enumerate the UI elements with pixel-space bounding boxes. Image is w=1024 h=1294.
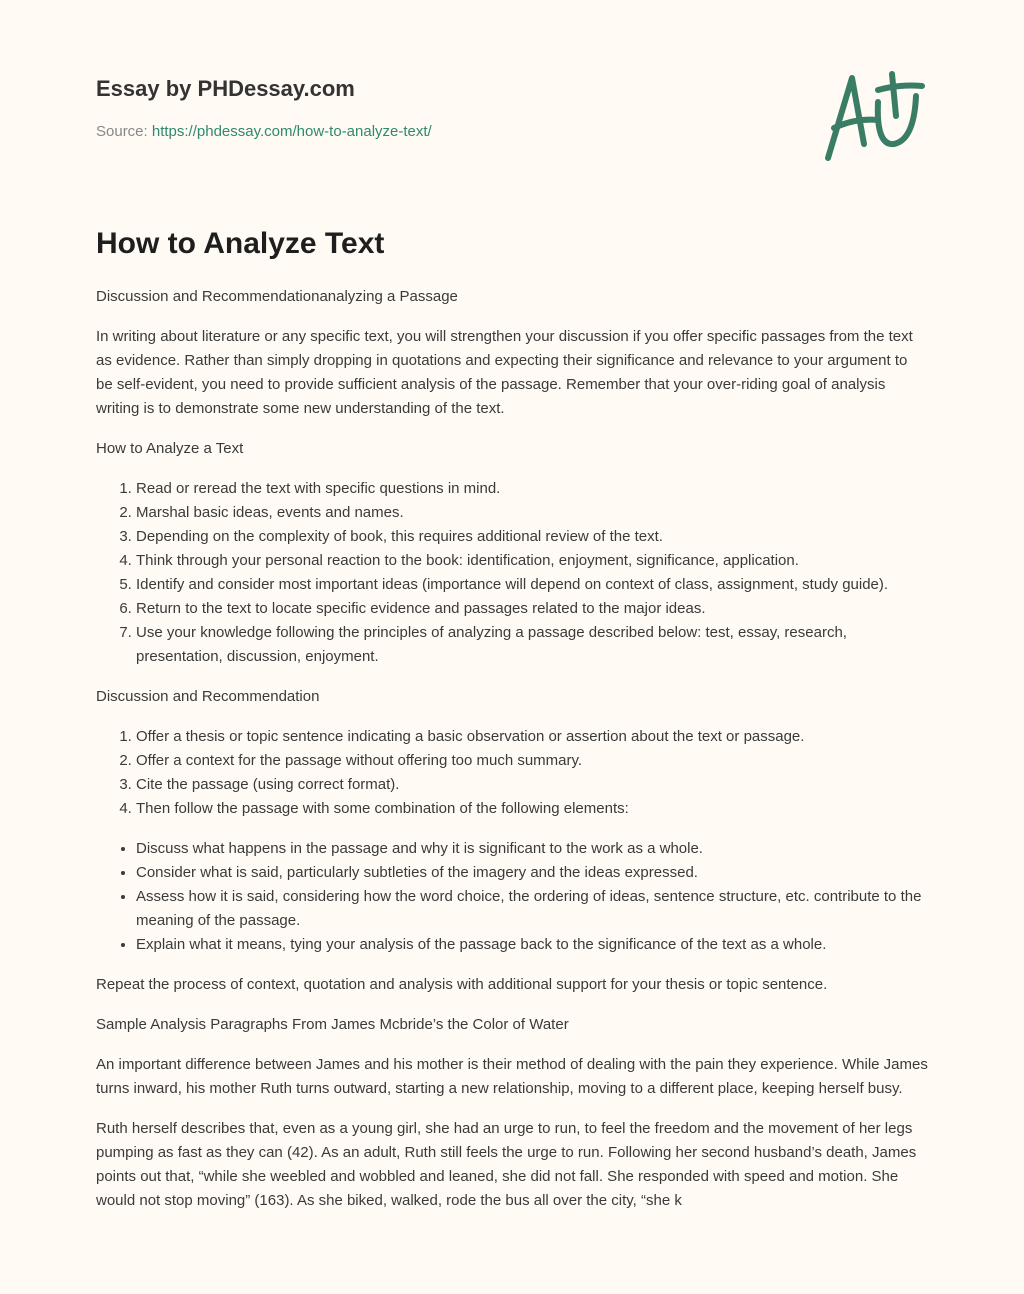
paragraph: Ruth herself describes that, even as a young girl, she had an urge to run, to feel the freedom and the movement of her legs pumping as fast as they can (42). As an adult, Ruth still feels the urge to run. Following her second husband’s death, James points out that, “while she weebled and wobbled and leaned, she did not fall. She responded with speed and motion. She would not stop moving” (163). As she biked, walked, rode the bus all over the city, “she k [96, 1120, 917, 1209]
list-item: • Discuss what happens in the passage and why it is significant to the work as a whole. [136, 837, 928, 861]
source-line [96, 123, 432, 140]
subtitle: Discussion and Recommendation [96, 688, 320, 705]
subtitle: Discussion and Recommendationanalyzing a Passage [96, 288, 458, 305]
steps-list [96, 477, 928, 669]
list-item: 6. Return to the text to locate specific evidence and passages related to the major ideas. [136, 597, 928, 621]
a-plus-logo-icon [820, 66, 930, 166]
paragraph: Repeat the process of context, quotation and analysis with additional support for your thesis or topic sentence. [96, 976, 828, 993]
article [96, 225, 928, 1229]
list-item: 7. Use your knowledge following the principles of analyzing a passage described below: test, essay, research, presentation, discussion, enjoyment. [136, 621, 928, 669]
subtitle: How to Analyze a Text [96, 440, 244, 457]
list-item: • Explain what it means, tying your analysis of the passage back to the significance of the text as a whole. [136, 933, 928, 957]
list-item: 2. Marshal basic ideas, events and names. [136, 501, 928, 525]
list-item: 1. Offer a thesis or topic sentence indicating a basic observation or assertion about the text or passage. [136, 725, 928, 749]
list-item: 4. Then follow the passage with some combination of the following elements: [136, 797, 928, 821]
article-title: How to Analyze Text [96, 227, 385, 260]
list-item: • Assess how it is said, considering how the word choice, the ordering of ideas, sentence structure, etc. contribute to the meaning of the passage. [136, 885, 928, 933]
source-label: Source: [96, 123, 148, 140]
site-brand: Essay by PHDessay.com [96, 76, 355, 101]
list-item: 3. Cite the passage (using correct format). [136, 773, 928, 797]
paragraph: An important difference between James and his mother is their method of dealing with the pain they experience. While James turns inward, his mother Ruth turns outward, starting a new relationship, moving to a different place, keeping herself busy. [96, 1056, 928, 1097]
recommendation-list [96, 725, 928, 821]
subtitle: Sample Analysis Paragraphs From James Mcbride’s the Color of Water [96, 1016, 569, 1033]
list-item: • Consider what is said, particularly subtleties of the imagery and the ideas expressed. [136, 861, 928, 885]
list-item: 5. Identify and consider most important ideas (importance will depend on context of class, assignment, study guide). [136, 573, 928, 597]
list-item: 2. Offer a context for the passage without offering too much summary. [136, 749, 928, 773]
list-item: 4. Think through your personal reaction to the book: identification, enjoyment, significance, application. [136, 549, 928, 573]
list-item: 1. Read or reread the text with specific questions in mind. [136, 477, 928, 501]
source-link[interactable]: https://phdessay.com/how-to-analyze-text/ [151, 123, 432, 140]
elements-list [96, 837, 928, 957]
paragraph: In writing about literature or any specific text, you will strengthen your discussion if you offer specific passages from the text as evidence. Rather than simply dropping in quotations and expecting their significance and relevance to your argument to be self-evident, you need to provide sufficient analysis of the passage. Remember that your over-riding goal of analysis writing is to demonstrate some new understanding of the text. [96, 328, 913, 417]
list-item: 3. Depending on the complexity of book, this requires additional review of the text. [136, 525, 928, 549]
